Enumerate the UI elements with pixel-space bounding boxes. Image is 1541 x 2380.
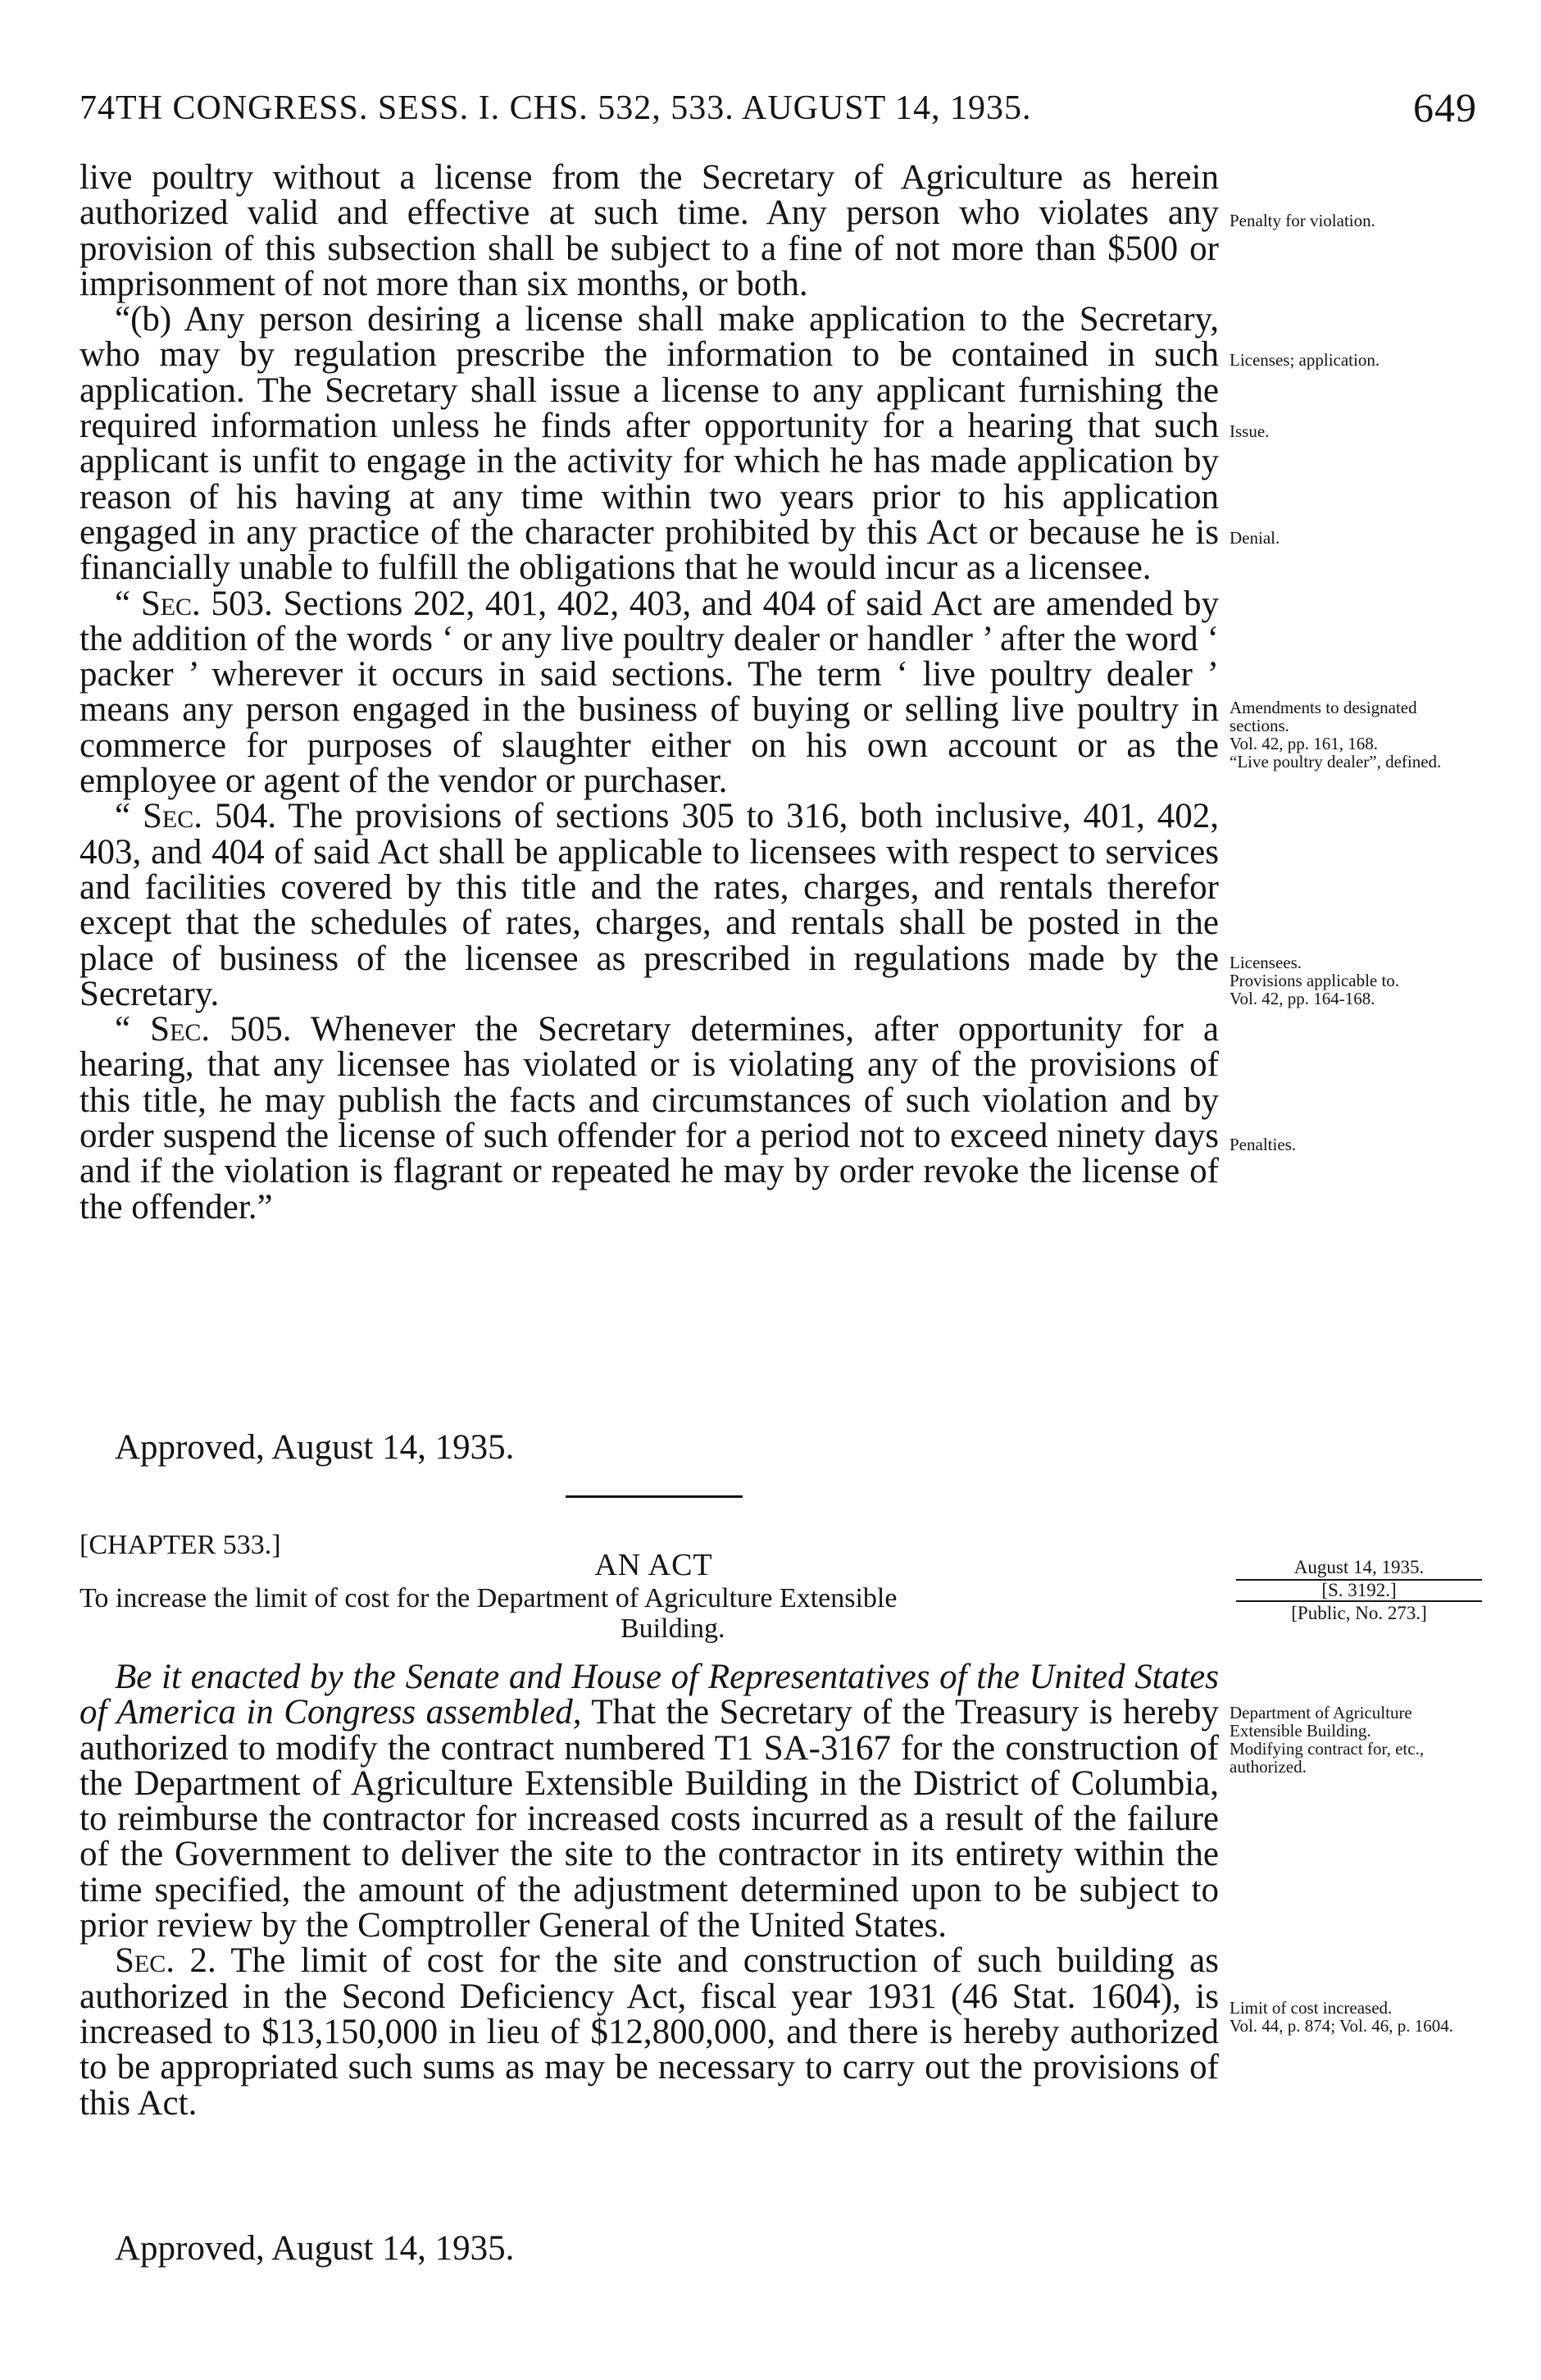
purpose-line-2: Building. xyxy=(620,1613,725,1644)
sec-label: Sec. xyxy=(150,1010,211,1049)
margin-note-issue: Issue. xyxy=(1230,421,1270,441)
paragraph-sec-505: “ Sec. 505. Whenever the Secretary determines, after opportunity for a hearing, that any licensee has violated or is violating any of the provisions of this title, he may publish the facts and circumstances of such violation and by order suspend the license of such offender for a period not to exceed ninety days and if the violation is flagrant or repeated he may by order revoke the license of the offender.” xyxy=(80,1010,1219,1226)
approved-chapter-532: Approved, August 14, 1935. xyxy=(115,1428,515,1467)
running-head-title: 74TH CONGRESS. SESS. I. CHS. 532, 533. AUGUST 14, 1935. xyxy=(80,89,1032,127)
citation-public-law: [Public, No. 273.] xyxy=(1291,1603,1427,1623)
margin-note-penalties: Penalties. xyxy=(1230,1135,1297,1154)
citation-bill: [S. 3192.] xyxy=(1236,1579,1482,1602)
sec-label: Sec. xyxy=(140,584,201,623)
paragraph-subsection-b: “(b) Any person desiring a license shall make application to the Secretary, who may by regulation prescribe the information to be contained in such application. The Secretary shall issue a license to any applicant furnishing the required information unless he finds after opportunity for a hearing that such applicant is unfit to engage in the activity for which he has made application by reason of his having at any time within two years prior to his application engaged in any practice of the character prohibited by this Act or because he is financially unable to fulfill the obligations that he would incur as a licensee. xyxy=(80,300,1219,588)
margin-note-department: Department of Agriculture Extensible Building. Modifying contract for, etc., authorized. xyxy=(1230,1703,1425,1777)
separator-rule xyxy=(566,1495,743,1498)
approved-chapter-533: Approved, August 14, 1935. xyxy=(115,2229,515,2268)
margin-note-licenses: Licenses; application. xyxy=(1230,350,1380,370)
enacting-formula: Be it enacted by the Senate and House of Representatives of the United States of America in Congress assembled, xyxy=(80,1658,1219,1732)
chapter-heading: [CHAPTER 533.] xyxy=(80,1530,281,1560)
sec-label: Sec. xyxy=(115,1941,175,1981)
paragraph-sec-2: Sec. 2. The limit of cost for the site and construction of such building as authorized in the Second Deficiency Act, fiscal year 1931 (46 Stat. 1604), is increased to $13,150,000 in lieu of $12,800,000, and there is hereby authorized to be appropriated such sums as may be necessary to carry out the provisions of this Act. xyxy=(80,1941,1219,2123)
chapter-533-text xyxy=(80,1659,1219,2121)
act-purpose xyxy=(80,1583,1227,1644)
purpose-line-1: To increase the limit of cost for the Department of Agriculture Extensible xyxy=(80,1583,898,1613)
bill-citation xyxy=(1236,1558,1482,1623)
running-head xyxy=(80,84,1477,138)
chapter-532-text xyxy=(80,160,1219,1225)
margin-note-denial: Denial. xyxy=(1230,528,1280,548)
paragraph-sec-504: “ Sec. 504. The provisions of sections 305 to 316, both inclusive, 401, 402, 403, and 404 of said Act shall be applicable to licensees with respect to services and facilities covered by this title and the rates, charges, and rentals therefor except that the schedules of rates, charges, and rentals shall be posted in the place of business of the licensee as prescribed in regulations made by the Secretary. xyxy=(80,797,1220,1013)
act-title: AN ACT xyxy=(594,1548,713,1582)
margin-note-licensees: Licensees. Provisions applicable to. Vol. 42, pp. 164-168. xyxy=(1230,953,1400,1008)
margin-note-amendments: Amendments to designated sections. Vol. 42, pp. 161, 168. “Live poultry dealer”, defined. xyxy=(1230,698,1442,771)
page-number: 649 xyxy=(1413,84,1477,130)
paragraph-sec-503: “ Sec. 503. Sections 202, 401, 402, 403, and 404 of said Act are amended by the addition of the words ‘ or any live poultry dealer or handler ’ after the word ‘ packer ’ wherever it occurs in said sections. The term ‘ live poultry dealer ’ means any person engaged in the business of buying or selling live poultry in commerce for purposes of slaughter either on his own account or as the employee or agent of the vendor or purchaser. xyxy=(80,584,1219,801)
paragraph-penalty: live poultry without a license from the Secretary of Agriculture as herein authorized valid and effective at such time. Any person who violates any provision of this subsection shall be subject to a fine of not more than $500 or imprisonment of not more than six months, or both. xyxy=(80,158,1219,303)
sec-label: Sec. xyxy=(143,797,203,836)
margin-note-penalty: Penalty for violation. xyxy=(1230,211,1375,230)
citation-date: August 14, 1935. xyxy=(1293,1557,1425,1577)
paragraph-enacting-clause: Be it enacted by the Senate and House of Representatives of the United States of America in Congress assembled, That the Secretary of the Treasury is hereby authorized to modify the contract numbered T1 SA-3167 for the construction of the Department of Agriculture Extensible Building in the District of Columbia, to reimburse the contractor for increased costs incurred as a result of the failure of the Government to deliver the site to the contractor in its entirety within the time specified, the amount of the adjustment determined upon to be subject to prior review by the Comptroller General of the United States. xyxy=(80,1658,1219,1945)
margin-note-limit: Limit of cost increased. Vol. 44, p. 874; Vol. 46, p. 1604. xyxy=(1230,1998,1454,2036)
